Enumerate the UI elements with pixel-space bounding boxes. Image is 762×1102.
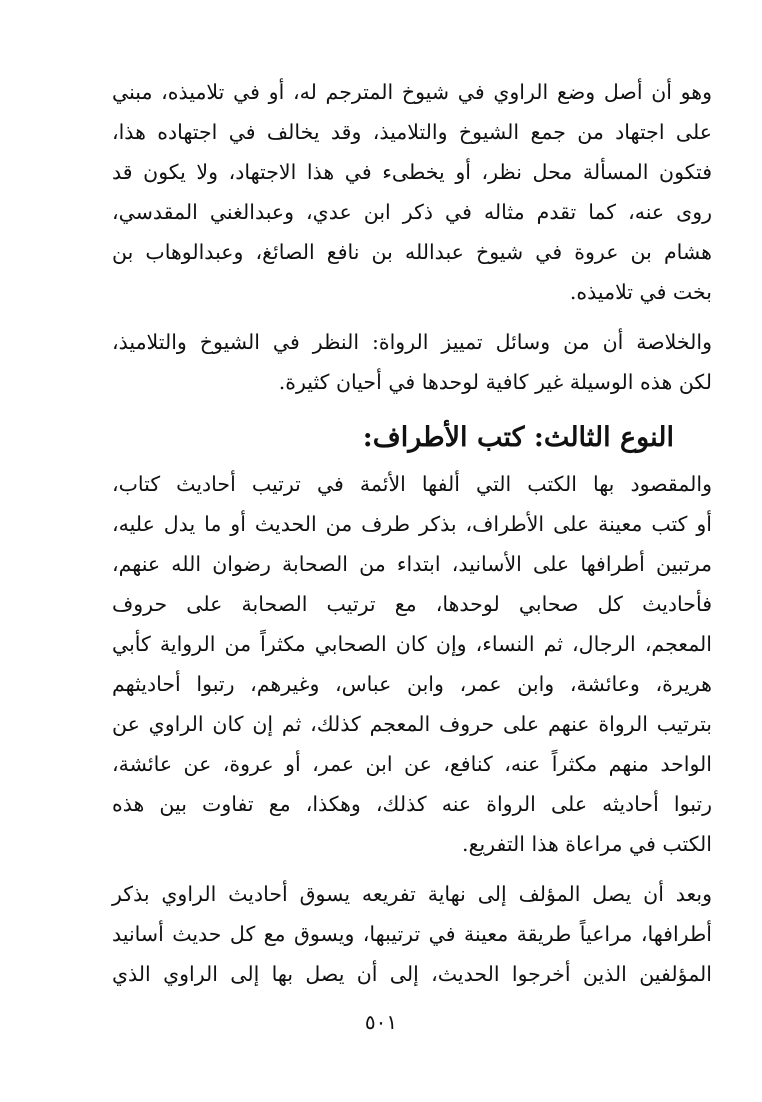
paragraph-1 — [112, 72, 712, 312]
text-line: وهو أن أصل وضع الراوي في شيوخ المترجم له، أو في تلاميذه، مبني — [112, 80, 712, 104]
text-line: الواحد منهم مكثراً عنه، كنافع، عن ابن عمر، أو عروة، عن عائشة، — [112, 752, 712, 776]
text-line: رتبوا أحاديثه على الرواة عنه كذلك، وهكذا، مع تفاوت بين هذه — [112, 792, 712, 816]
paragraph-gap — [112, 402, 712, 412]
text-line: المعجم، الرجال، ثم النساء، وإن كان الصحابي مكثراً من الرواية كأبي — [112, 632, 712, 656]
text-line: مرتبين أطرافها على الأسانيد، ابتداء من الصحابة رضوان الله عنهم، — [112, 552, 712, 576]
text-line: الكتب في مراعاة هذا التفريع. — [462, 832, 712, 856]
text-line: والخلاصة أن من وسائل تمييز الرواة: النظر في الشيوخ والتلاميذ، — [112, 330, 712, 354]
text-line: أطرافها، مراعياً طريقة معينة في ترتيبها، ويسوق مع كل حديث أسانيد — [112, 922, 712, 946]
text-line: روى عنه، كما تقدم مثاله في ذكر ابن عدي، وعبدالغني المقدسي، — [112, 200, 712, 224]
page-body — [112, 72, 712, 994]
text-line: المؤلفين الذين أخرجوا الحديث، إلى أن يصل بها إلى الراوي الذي — [112, 962, 712, 986]
page-number: ٥٠١ — [364, 1010, 398, 1034]
paragraph-3 — [112, 464, 712, 864]
section-heading: النوع الثالث: كتب الأطراف: — [362, 422, 674, 453]
text-line: على اجتهاد من جمع الشيوخ والتلاميذ، وقد يخالف في اجتهاده هذا، — [112, 120, 712, 144]
text-line: والمقصود بها الكتب التي ألفها الأئمة في ترتيب أحاديث كتاب، — [112, 472, 712, 496]
text-line: وبعد أن يصل المؤلف إلى نهاية تفريعه يسوق أحاديث الراوي بذكر — [112, 882, 712, 906]
text-line: بخت في تلاميذه. — [569, 280, 712, 304]
paragraph-gap — [112, 312, 712, 322]
text-line: هشام بن عروة في شيوخ عبدالله بن نافع الصائغ، وعبدالوهاب بن — [112, 240, 712, 264]
paragraph-2 — [112, 322, 712, 402]
paragraph-4 — [112, 874, 712, 994]
text-line: فتكون المسألة محل نظر، أو يخطىء في هذا الاجتهاد، ولا يكون قد — [112, 160, 712, 184]
text-line: فأحاديث كل صحابي لوحدها، مع ترتيب الصحابة على حروف — [112, 592, 712, 616]
text-line: أو كتب معينة على الأطراف، بذكر طرف من الحديث أو ما يدل عليه، — [112, 512, 712, 536]
text-line: هريرة، وعائشة، وابن عمر، وابن عباس، وغيرهم، رتبوا أحاديثهم — [112, 672, 712, 696]
text-line: بترتيب الرواة عنهم على حروف المعجم كذلك، ثم إن كان الراوي عن — [112, 712, 712, 736]
paragraph-gap — [112, 864, 712, 874]
text-line: لكن هذه الوسيلة غير كافية لوحدها في أحيان كثيرة. — [278, 370, 712, 394]
